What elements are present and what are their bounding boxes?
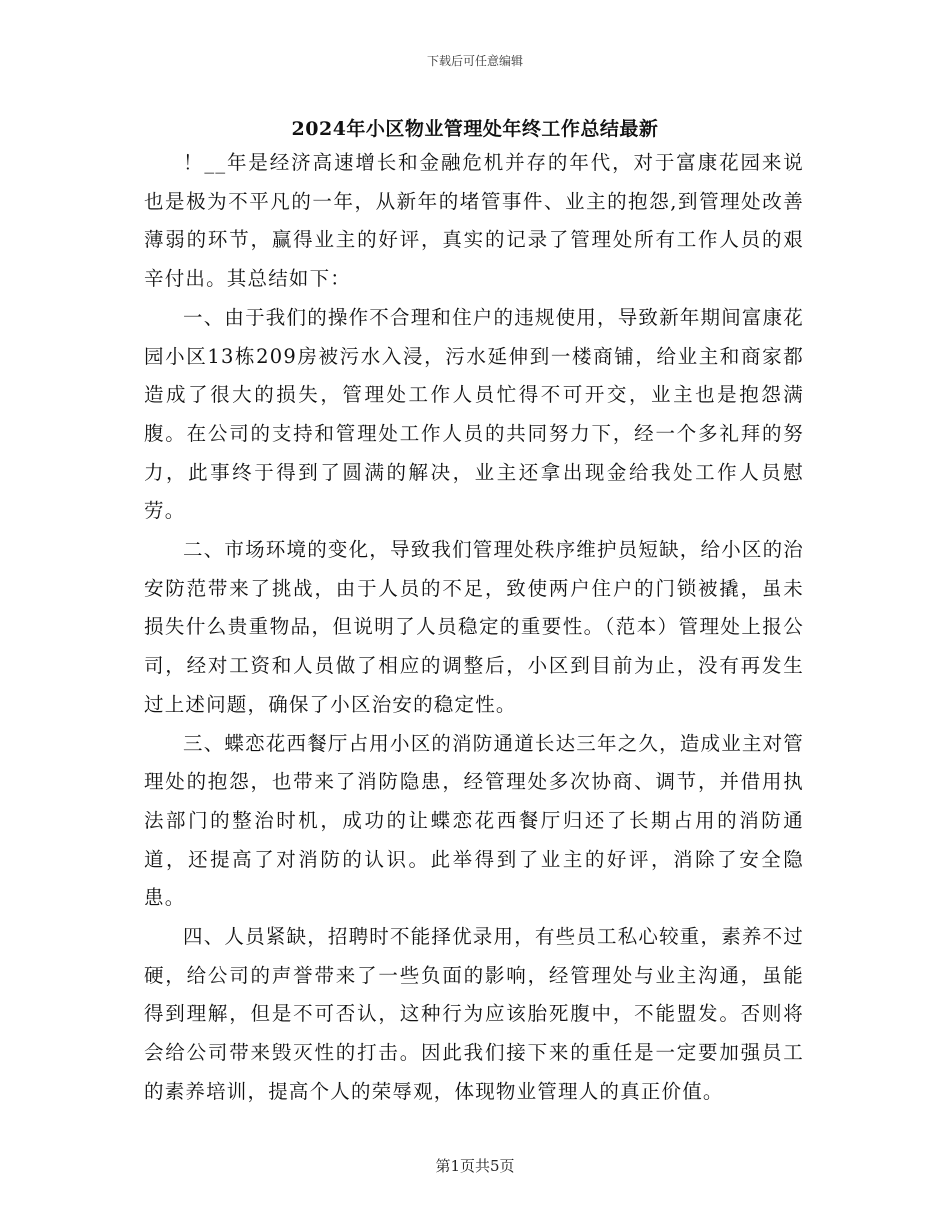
section-paragraph-2: 二、市场环境的变化，导致我们管理处秩序维护员短缺，给小区的治安防范带来了挑战，由于人员的不足，致使两户住户的门锁被撬，虽未损失什么贵重物品，但说明了人员稳定的重要性。（范本）管理处上报公司，经对工资和人员做了相应的调整后，小区到目前为止，没有再发生过上述问题，确保了小区治安的稳定性。 [144,538,805,716]
section-paragraph-3: 三、蝶恋花西餐厅占用小区的消防通道长达三年之久，造成业主对管理处的抱怨，也带来了消防隐患，经管理处多次协商、调节，并借用执法部门的整治时机，成功的让蝶恋花西餐厅归还了长期占用的消防通道，还提高了对消防的认识。此举得到了业主的好评，消除了安全隐患。 [144,731,805,910]
document-title: 2024年小区物业管理处年终工作总结最新 [291,118,659,140]
header-note: 下载后可任意编辑 [426,54,523,68]
section-paragraph-1: 一、由于我们的操作不合理和住户的违规使用，导致新年期间富康花园小区13栋209房被污水入浸，污水延伸到一楼商铺，给业主和商家都造成了很大的损失，管理处工作人员忙得不可开交，业主也是抱怨满腹。在公司的支持和管理处工作人员的共同努力下，经一个多礼拜的努力，此事终于得到了圆满的解决，业主还拿出现金给我处工作人员慰劳。 [144,305,805,523]
intro-paragraph: ！__年是经济高速增长和金融危机并存的年代，对于富康花园来说也是极为不平凡的一年，从新年的堵管事件、业主的抱怨,到管理处改善薄弱的环节，赢得业主的好评，真实的记录了管理处所有工作人员的艰辛付出。其总结如下： [144,151,804,291]
section-paragraph-4: 四、人员紧缺，招聘时不能择优录用，有些员工私心较重，素养不过硬，给公司的声誉带来了一些负面的影响，经管理处与业主沟通，虽能得到理解，但是不可否认，这种行为应该胎死腹中，不能盟发。否则将会给公司带来毁灭性的打击。因此我们接下来的重任是一定要加强员工的素养培训，提高个人的荣辱观，体现物业管理人的真正价值。 [144,925,805,1103]
document-body [144,144,804,1112]
page-number: 第1页共5页 [435,1157,515,1175]
